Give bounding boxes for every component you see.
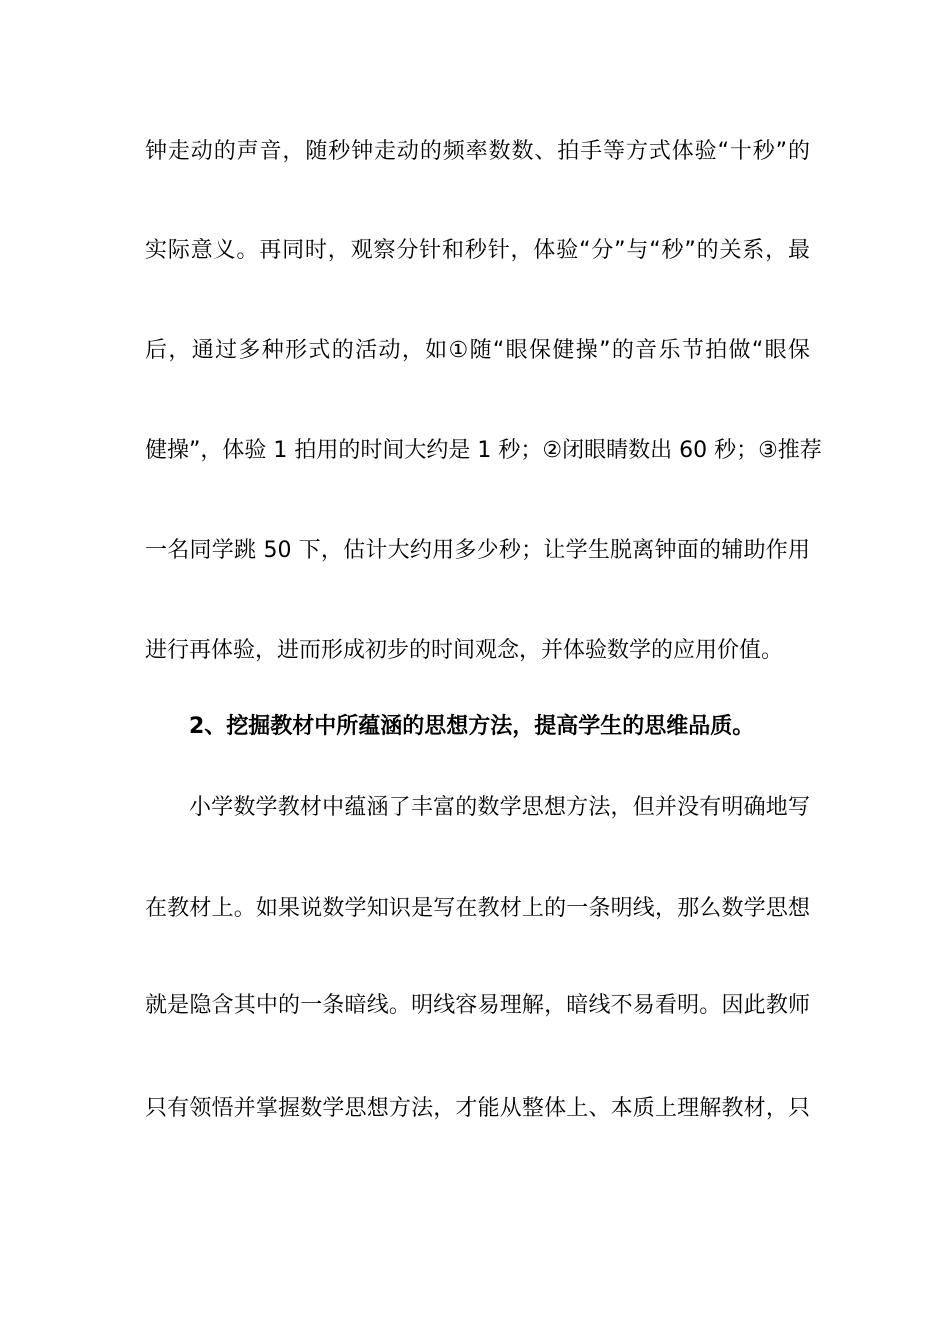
paragraph-line: 健操”，体验 1 拍用的时间大约是 1 秒；②闭眼睛数出 60 秒；③推荐 xyxy=(145,438,822,463)
section-heading: 2、挖掘教材中所蕴涵的思想方法，提高学生的思维品质。 xyxy=(189,714,755,739)
paragraph-line: 小学数学教材中蕴涵了丰富的数学思想方法，但并没有明确地写 xyxy=(189,795,810,820)
paragraph-line: 就是隐含其中的一条暗线。明线容易理解，暗线不易看明。因此教师 xyxy=(145,993,810,1018)
paragraph-line: 后，通过多种形式的活动，如①随“眼保健操”的音乐节拍做“眼保 xyxy=(145,338,810,363)
paragraph-line: 一名同学跳 50 下，估计大约用多少秒；让学生脱离钟面的辅助作用 xyxy=(145,538,810,563)
paragraph-line: 钟走动的声音，随秒钟走动的频率数数、拍手等方式体验“十秒”的 xyxy=(145,139,810,164)
paragraph-line: 进行再体验，进而形成初步的时间观念，并体验数学的应用价值。 xyxy=(145,638,784,663)
paragraph-line: 在教材上。如果说数学知识是写在教材上的一条明线，那么数学思想 xyxy=(145,896,810,921)
paragraph-line: 实际意义。再同时，观察分针和秒针，体验“分”与“秒”的关系，最 xyxy=(145,238,810,263)
paragraph-line: 只有领悟并掌握数学思想方法，才能从整体上、本质上理解教材，只 xyxy=(145,1096,810,1121)
